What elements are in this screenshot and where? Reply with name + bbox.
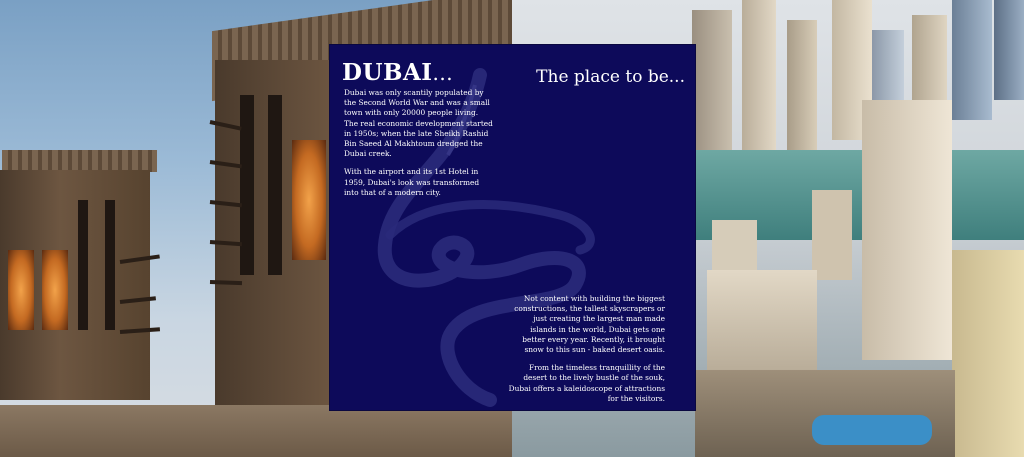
tower-slot: [240, 95, 254, 275]
lit-window: [292, 140, 326, 260]
outro-text: [505, 294, 665, 410]
building: [812, 190, 852, 280]
intro-paragraph: With the airport and its 1st Hotel in 1959, Dubai's look was transformed into that of a modern city.: [344, 167, 480, 197]
skyscraper: [787, 20, 817, 170]
lit-window: [8, 250, 34, 330]
tower-slot: [105, 200, 115, 330]
building: [707, 270, 817, 370]
title-ellipsis: ...: [432, 61, 454, 85]
page-title: [342, 59, 453, 86]
skyscraper: [994, 0, 1024, 100]
tower-slot: [268, 95, 282, 275]
intro-text: [344, 88, 494, 206]
residential-tower: [862, 100, 952, 360]
tower-roof: [2, 150, 157, 172]
skyscraper: [952, 0, 992, 120]
skyscraper: [692, 10, 732, 170]
title-text: DUBAI: [342, 59, 433, 86]
tower-slot: [78, 200, 88, 330]
mud-wall: [0, 405, 512, 457]
info-panel: [330, 45, 695, 410]
intro-paragraph: Dubai was only scantily populated by the Second World War and was a small town with only 20000 people living. The real economic development started in 1950s; when the late Sheikh Rashid Bin Saeed Al Makhtoum dredged the Dubai creek.: [344, 88, 493, 159]
outro-paragraph: From the timeless tranquillity of the desert to the lively bustle of the souk, Dubai offers a kaleidoscope of attractions for the visitors.: [508, 363, 665, 403]
skyscraper: [742, 0, 776, 150]
pool: [812, 415, 932, 445]
tagline: The place to be...: [536, 67, 685, 87]
building: [952, 250, 1024, 457]
outro-paragraph: Not content with building the biggest constructions, the tallest skyscrapers or just creating the largest man made islands in the world, Dubai gets one better every year. Recently, it brought snow to this sun - baked desert oasis.: [514, 294, 665, 355]
lit-window: [42, 250, 68, 330]
